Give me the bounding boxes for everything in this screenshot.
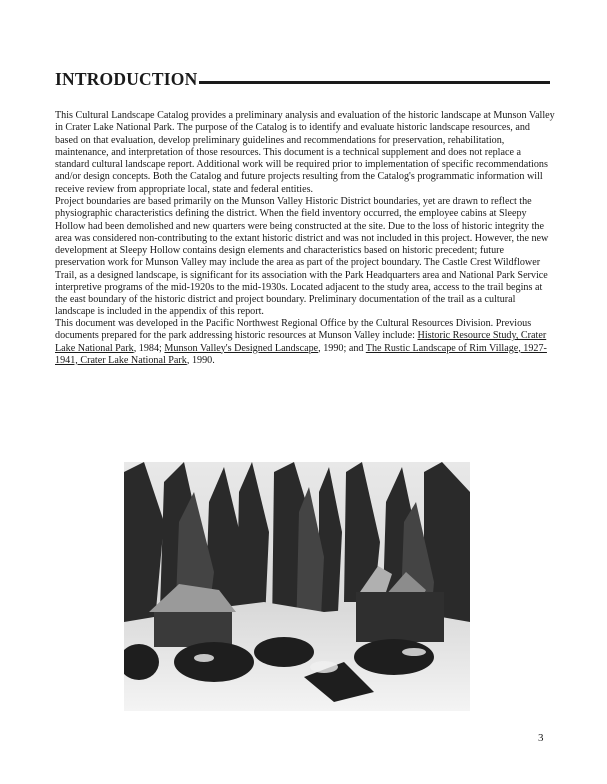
reference-year-2: , 1990; and — [318, 342, 366, 354]
forest-cabins-photo — [124, 462, 470, 711]
reference-year-3: , 1990. — [186, 354, 215, 366]
section-heading: INTRODUCTION — [55, 69, 198, 89]
paragraph-boundaries: Project boundaries are based primarily on the Munson Valley Historic District boundaries, yet are drawn to reflect the physiographic characteristics defining the district. When the field inventory occurred, the employee cabins at Sleepy Hollow had been demolished and new quarters were being constructed at the site. Due to the loss of historic integrity the area was considered non-contributing to the extant historic district and was not included in this project. However, the new development at Sleepy Hollow contains design elements and characteristics based on historic precedent; future preservation work for Munson Valley may include the area as part of the project boundary. The Castle Crest Wildflower Trail, as a designed landscape, is significant for its association with the Park Headquarters area and National Park Service interpretive programs of the mid-1920s to the mid-1930s. Located adjacent to the study area, access to the trail begins at the east boundary of the historic district and project boundary. Preliminary documentation of the trail as a cultural landscape is included in the appendix of this report. — [55, 196, 549, 318]
reference-title-historic-resource-study: Historic Resource Study, Crater Lake National Park — [55, 330, 547, 354]
paragraph-previous-documents — [55, 318, 555, 367]
paragraph-purpose: This Cultural Landscape Catalog provides a preliminary analysis and evaluation of the historic landscape at Munson Valley in Crater Lake National Park. The purpose of the Catalog is to identify and evaluate historic landscape resources, and based on that evaluation, develop preliminary guidelines and recommendations for preservation, rehabilitation, maintenance, and interpretation of those resources. This document is a technical supplement and does not replace a standard cultural landscape report. Additional work will be required prior to implementation of specific recommendations and/or design concepts. Both the Catalog and future projects resulting from the Catalog's programmatic information will receive review from appropriate local, state and federal entities. — [55, 110, 555, 195]
page-number: 3 — [538, 732, 544, 744]
section-heading-row — [55, 66, 550, 88]
reference-title-designed-landscape: Munson Valley's Designed Landscape — [164, 342, 319, 354]
paragraph-previous-documents-intro: This document was developed in the Pacific Northwest Regional Office by the Cultural Resources Division. Previous documents prepared for the park addressing historic resources at Munson Valley include: — [55, 318, 532, 342]
reference-year-1: , 1984; — [133, 342, 165, 354]
heading-rule — [199, 81, 550, 84]
reference-title-rustic-landscape: The Rustic Landscape of Rim Village, 1927-1941, Crater Lake National Park — [55, 342, 547, 366]
